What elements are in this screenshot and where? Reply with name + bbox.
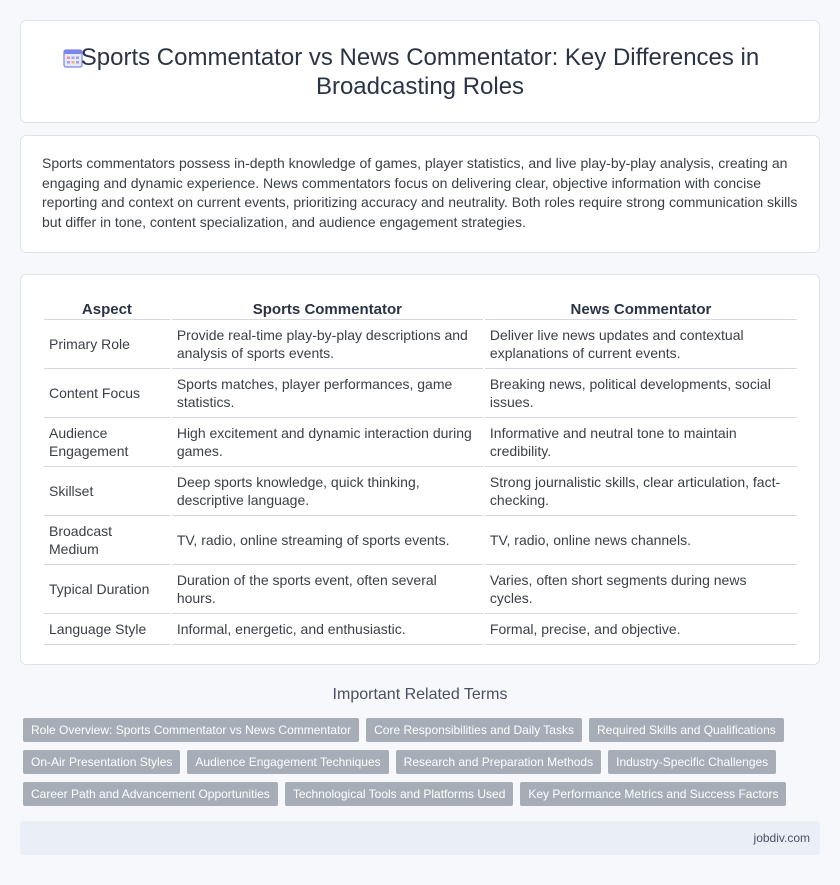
row-aspect: Audience Engagement — [44, 418, 170, 467]
related-term-tag[interactable]: Audience Engagement Techniques — [187, 750, 388, 774]
header-news-commentator: News Commentator — [485, 296, 797, 320]
related-term-tag[interactable]: Required Skills and Qualifications — [589, 718, 784, 742]
related-term-tag[interactable]: Career Path and Advancement Opportunities — [23, 782, 278, 806]
row-sports-value: Deep sports knowledge, quick thinking, descriptive language. — [172, 467, 483, 516]
related-terms-heading: Important Related Terms — [332, 686, 508, 703]
row-sports-value: Sports matches, player performances, game statistics. — [172, 369, 483, 418]
row-sports-value: Provide real-time play-by-play descriptions and analysis of sports events. — [172, 320, 483, 369]
comparison-card — [20, 274, 820, 665]
comparison-table — [42, 296, 799, 645]
row-sports-value: Duration of the sports event, often several hours. — [172, 565, 483, 614]
row-news-value: Varies, often short segments during news cycles. — [485, 565, 797, 614]
row-news-value: TV, radio, online news channels. — [485, 516, 797, 565]
header-sports-commentator: Sports Commentator — [172, 296, 483, 320]
related-terms-list — [23, 718, 803, 814]
row-sports-value: High excitement and dynamic interaction during games. — [172, 418, 483, 467]
page-title: Sports Commentator vs News Commentator: Key Differences in Broadcasting Roles — [80, 44, 760, 100]
table-row — [44, 369, 797, 418]
row-news-value: Formal, precise, and objective. — [485, 614, 797, 645]
row-news-value: Strong journalistic skills, clear articulation, fact-checking. — [485, 467, 797, 516]
related-term-tag[interactable]: Key Performance Metrics and Success Factors — [520, 782, 786, 806]
row-news-value: Informative and neutral tone to maintain credibility. — [485, 418, 797, 467]
footer-site-link[interactable]: jobdiv.com — [753, 831, 810, 845]
header-aspect: Aspect — [44, 296, 170, 320]
row-aspect: Typical Duration — [44, 565, 170, 614]
row-sports-value: Informal, energetic, and enthusiastic. — [172, 614, 483, 645]
row-aspect: Content Focus — [44, 369, 170, 418]
related-term-tag[interactable]: Industry-Specific Challenges — [608, 750, 776, 774]
related-term-tag[interactable]: Technological Tools and Platforms Used — [285, 782, 514, 806]
row-aspect: Broadcast Medium — [44, 516, 170, 565]
row-sports-value: TV, radio, online streaming of sports events. — [172, 516, 483, 565]
title-card — [20, 20, 820, 123]
footer — [20, 821, 820, 855]
row-news-value: Breaking news, political developments, social issues. — [485, 369, 797, 418]
related-term-tag[interactable]: Research and Preparation Methods — [396, 750, 601, 774]
table-header-row — [44, 296, 797, 320]
row-aspect: Primary Role — [44, 320, 170, 369]
intro-paragraph: Sports commentators possess in-depth knowledge of games, player statistics, and live play-by-play analysis, creating an engaging and dynamic experience. News commentators focus on delivering clear, objective information with concise reporting and context on current events, prioritizing accuracy and neutrality. Both roles require strong communication skills but differ in tone, content specialization, and audience engagement strategies. — [42, 155, 798, 230]
intro-card — [20, 135, 820, 253]
table-row — [44, 418, 797, 467]
row-news-value: Deliver live news updates and contextual explanations of current events. — [485, 320, 797, 369]
row-aspect: Skillset — [44, 467, 170, 516]
related-term-tag[interactable]: On-Air Presentation Styles — [23, 750, 180, 774]
table-row — [44, 516, 797, 565]
table-row — [44, 614, 797, 645]
table-row — [44, 565, 797, 614]
table-row — [44, 467, 797, 516]
table-row — [44, 320, 797, 369]
related-term-tag[interactable]: Role Overview: Sports Commentator vs News Commentator — [23, 718, 359, 742]
row-aspect: Language Style — [44, 614, 170, 645]
related-term-tag[interactable]: Core Responsibilities and Daily Tasks — [366, 718, 582, 742]
